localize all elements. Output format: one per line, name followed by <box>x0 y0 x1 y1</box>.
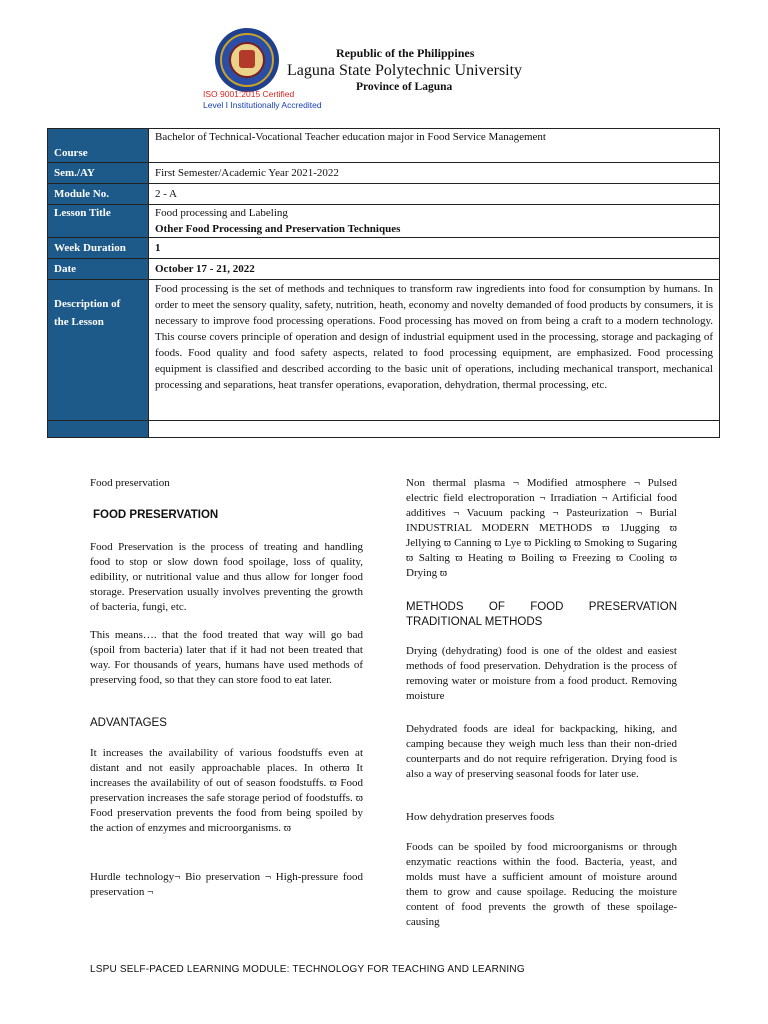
table-row-empty <box>48 421 720 438</box>
table-row-date <box>48 259 720 280</box>
meaning-paragraph: This means…. that the food treated that way will go bad (spoil from bacteria) later that if it had not been treated that way. For thousands of years, humans have used methods of preserving food, so that they can store food to eat later. <box>90 629 363 686</box>
table-row-week <box>48 238 720 259</box>
right-column <box>406 476 677 936</box>
methods-list-paragraph: Hurdle technology¬ Bio preservation ¬ High-pressure food preservation ¬ <box>90 871 363 898</box>
province-heading: Province of Laguna <box>356 81 453 93</box>
section-intro-label: Food preservation <box>90 477 170 489</box>
how-dehydration-heading: How dehydration preserves foods <box>406 811 555 823</box>
table-row-sem <box>48 163 720 184</box>
republic-heading: Republic of the Philippines <box>336 46 475 60</box>
definition-paragraph: Food Preservation is the process of treating and handling food to stop or slow down food spoilage, loss of quality, edibility, or nutritional value and thus allow for longer food storage. Preservation usually involves preventing the growth of bacteria, fungi, etc. <box>90 541 363 613</box>
empty-value-cell <box>149 421 720 438</box>
course-value: Bachelor of Technical-Vocational Teacher education major in Food Service Management <box>149 129 720 163</box>
lesson-value <box>149 205 720 238</box>
food-preservation-heading: FOOD PRESERVATION <box>93 509 219 521</box>
table-row-module <box>48 184 720 205</box>
accreditation-text: Level I Institutionally Accredited <box>203 100 322 110</box>
advantages-heading: ADVANTAGES <box>90 717 167 729</box>
university-name: Laguna State Polytechnic University <box>287 62 523 79</box>
left-column <box>90 476 363 906</box>
dehydrated-foods-paragraph: Dehydrated foods are ideal for backpacking, hiking, and camping because they weigh much less than their non-dried counterparts and do not require refrigeration. Drying food is also a way of preserving seasonal foods for later use. <box>406 723 677 780</box>
advantages-paragraph: It increases the availability of various foodstuffs even at distant and not easily approachable places. In otherϖ It increases the availability of out of season foodstuffs. ϖ Food preservation increases the safe storage period of foodstuffs. ϖ Food preservation prevents the food from being spoiled by the action of enzymes and microorganisms. ϖ <box>90 747 363 834</box>
week-label: Week Duration <box>48 238 149 259</box>
module-footer: LSPU SELF-PACED LEARNING MODULE: TECHNOLOGY FOR TEACHING AND LEARNING <box>90 964 525 975</box>
sem-value: First Semester/Academic Year 2021-2022 <box>149 163 720 184</box>
iso-certification: ISO 9001:2015 Certified <box>203 89 295 99</box>
week-value: 1 <box>149 238 720 259</box>
description-label-line-2: the Lesson <box>54 316 104 328</box>
empty-label-cell <box>48 421 149 438</box>
description-value: Food processing is the set of methods and techniques to transform raw ingredients into food for consumption by humans. In order to meet the sensory quality, safety, nutrition, heath, economy and novelty demanded of food products by consumers, it is necessary to improve food processing operations. Food processing has moved on from being a craft to a modern technology. This course covers principle of operation and design of industrial equipment used in the processing, storage and packaging of foods. Food quality and food safety aspects, related to food processing equipment, are emphasized. Food processing equipment is classified and described according to the basic unit of operations, including mechanical transport, mechanical processing and separations, heat transfer operations, evaporation, dehydration, thermal processing, etc. <box>149 280 720 421</box>
module-value: 2 - A <box>149 184 720 205</box>
methods-continued-paragraph: Non thermal plasma ¬ Modified atmosphere ¬ Pulsed electric field electroporation ¬ Irradiation ¬ Artificial food additives ¬ Vacuum packing ¬ Pasteurization ¬ Burial INDUSTRIAL MODERN METHODS ϖ 1Jugging ϖ Jellying ϖ Canning ϖ Lye ϖ Pickling ϖ Smoking ϖ Sugaring ϖ Salting ϖ Heating ϖ Boiling ϖ Freezing ϖ Cooling ϖ Drying ϖ <box>406 477 677 579</box>
description-label-line-1: Description of <box>54 298 121 310</box>
course-label: Course <box>48 129 149 163</box>
table-row-description <box>48 280 720 421</box>
table-row-lesson <box>48 205 720 238</box>
lesson-title-line-2: Other Food Processing and Preservation Techniques <box>155 223 401 235</box>
university-seal-logo <box>215 28 279 92</box>
spoilage-paragraph: Foods can be spoiled by food microorganisms or through enzymatic reactions within the food. Bacteria, yeast, and molds must have a sufficient amount of moisture around them to grow and cause spoilage. Reducing the moisture content of food prevents the growth of these spoilage-causing <box>406 841 677 928</box>
description-label <box>48 280 149 421</box>
sem-label: Sem./AY <box>48 163 149 184</box>
lesson-label: Lesson Title <box>48 205 149 238</box>
lesson-title-line-1: Food processing and Labeling <box>155 207 288 219</box>
table-row-course <box>48 129 720 163</box>
module-label: Module No. <box>48 184 149 205</box>
course-info-table <box>47 128 720 438</box>
traditional-methods-heading: METHODS OF FOOD PRESERVATION TRADITIONAL METHODS <box>406 601 677 628</box>
date-label: Date <box>48 259 149 280</box>
drying-paragraph: Drying (dehydrating) food is one of the oldest and easiest methods of food preservation. Dehydration is the process of removing water or moisture from a food product. Removing moisture <box>406 645 677 702</box>
date-value: October 17 - 21, 2022 <box>149 259 720 280</box>
